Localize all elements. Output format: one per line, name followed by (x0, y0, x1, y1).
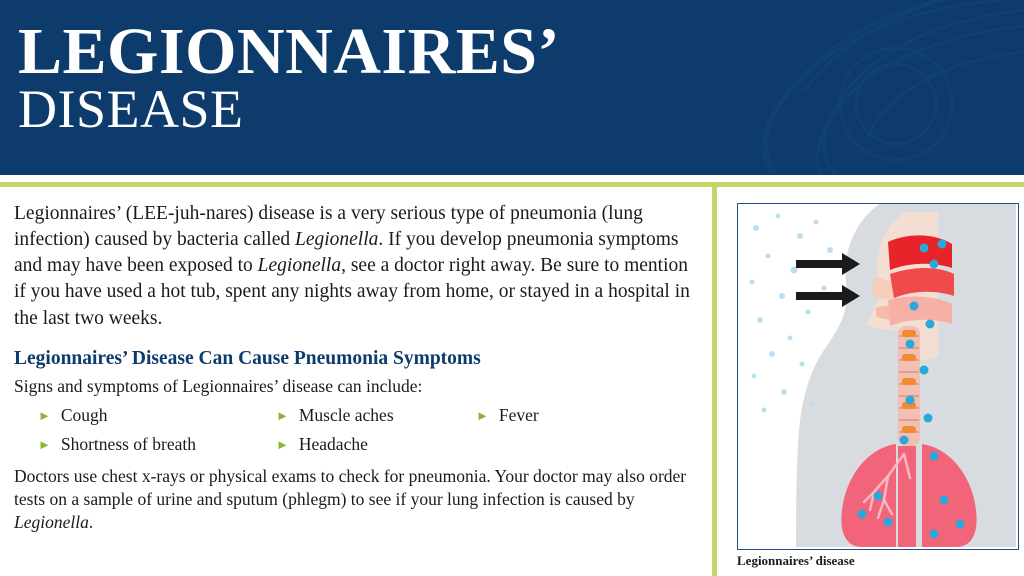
list-item-empty (476, 434, 698, 455)
content-area (0, 187, 1024, 576)
symptom-label: Cough (60, 404, 108, 425)
lungs-inhalation-illustration (738, 204, 1016, 547)
title-line-2: DISEASE (18, 78, 244, 139)
list-item (476, 405, 698, 426)
header-white-rule (0, 175, 1024, 182)
figure-frame (737, 203, 1019, 550)
header-decorative-swirl (504, 0, 1024, 175)
list-item (276, 405, 476, 426)
right-column (712, 187, 1024, 576)
symptom-list (14, 405, 698, 455)
section-heading: Legionnaires’ Disease Can Cause Pneumonia Symptoms (14, 347, 481, 369)
symptom-label: Muscle aches (298, 404, 394, 425)
title-line-1: LEGIONNAIRES’ (18, 15, 560, 88)
symptom-label: Shortness of breath (60, 433, 196, 454)
arrow-bullet-icon: ► (38, 407, 51, 423)
left-column (14, 201, 698, 534)
page-title (18, 15, 560, 139)
list-item (38, 405, 276, 426)
arrow-bullet-icon: ► (38, 436, 51, 452)
arrow-bullet-icon: ► (276, 407, 289, 423)
header-banner (0, 0, 1024, 175)
list-item (276, 434, 476, 455)
arrow-bullet-icon: ► (476, 407, 489, 423)
figure-caption: Legionnaires’ disease (737, 553, 855, 568)
symptom-label: Headache (298, 433, 368, 454)
arrow-bullet-icon: ► (276, 436, 289, 452)
symptoms-lead-line: Signs and symptoms of Legionnaires’ disease can include: (14, 375, 423, 396)
intro-paragraph: Legionnaires’ (LEE-juh-nares) disease is a very serious type of pneumonia (lung infection) caused by bacteria called Legionella. If you develop pneumonia symptoms and may have been exposed to Legionella, see a doctor right away. Be sure to mention if you have used a hot tub, spent any nights away from home, or stayed in a hospital in the last two weeks. (14, 203, 690, 329)
closing-paragraph: Doctors use chest x-rays or physical exams to check for pneumonia. Your doctor may also order tests on a sample of urine and sputum (phlegm) to see if your lung infection is caused by Legionella. (14, 465, 687, 532)
symptom-label: Fever (498, 404, 539, 425)
list-item (38, 434, 276, 455)
